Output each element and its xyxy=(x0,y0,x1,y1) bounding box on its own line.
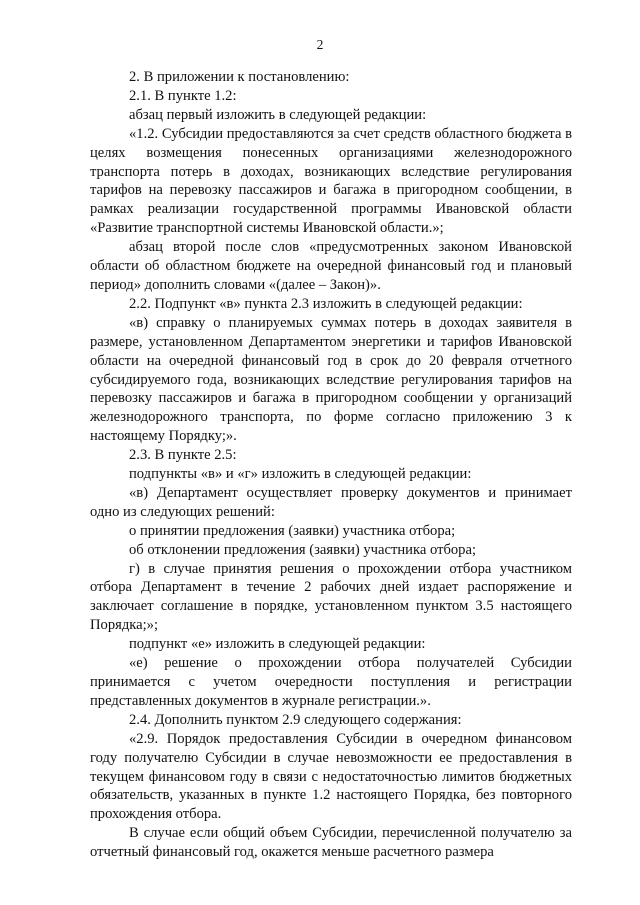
paragraph-item-2-4: 2.4. Дополнить пунктом 2.9 следующего содержания: xyxy=(129,711,462,728)
paragraph-quote-v: «в) справку о планируемых суммах потерь в доходах заявителя в размере, установленном Департаментом энергетики и тарифов Ивановской области на очередной финансовый год в срок до 20 февраля отчетного субсидируемого года, возникающих вследствие регулирования тарифов на перевозку пассажиров и багажа в пригородном сообщении у организаций железнодорожного транспорта, по форме согласно приложению 3 к настоящему Порядку;». xyxy=(90,314,572,445)
paragraph-item-2: 2. В приложении к постановлению: xyxy=(129,69,350,85)
paragraph-decision-reject: об отклонении предложения (заявки) участника отбора; xyxy=(129,541,477,558)
paragraph-quote-g: г) в случае принятия решения о прохождении отбора участником отбора Департамент в течение 2 рабочих дней издает распоряжение и заключает соглашение в порядке, установленном пунктом 3.5 настоящего Порядка;»; xyxy=(90,560,572,634)
paragraph-instruction: подпункты «в» и «г» изложить в следующей редакции: xyxy=(129,466,472,483)
paragraph-item-2-2: 2.2. Подпункт «в» пункта 2.3 изложить в следующей редакции: xyxy=(129,295,523,312)
paragraph-quote-v-2: «в) Департамент осуществляет проверку документов и принимает одно из следующих решений: xyxy=(90,484,572,520)
page-number: 2 xyxy=(316,37,324,52)
paragraph-item-2-3: 2.3. В пункте 2.5: xyxy=(129,447,237,464)
paragraph-continuation: В случае если общий объем Субсидии, перечисленной получателю за отчетный финансовый год, окажется меньше расчетного размера xyxy=(90,825,572,861)
paragraph-quote-2-9: «2.9. Порядок предоставления Субсидии в очередном финансовом году получателю Субсидии в случае невозможности ее предоставления в текущем финансовом году в связи с недостаточностью лимитов бюджетных обязательств, указанных в пункте 1.2 настоящего Порядка, без повторного прохождения отбора. xyxy=(90,730,572,823)
paragraph-item-2-1: 2.1. В пункте 1.2: xyxy=(129,87,237,104)
paragraph-instruction: подпункт «е» изложить в следующей редакции: xyxy=(129,636,426,653)
paragraph-instruction: абзац второй после слов «предусмотренных законом Ивановской области об областном бюджете на очередной финансовый год и плановый период» дополнить словами «(далее – Закон)». xyxy=(90,239,572,293)
paragraph-quote-1-2: «1.2. Субсидии предоставляются за счет средств областного бюджета в целях возмещения понесенных организациями железнодорожного транспорта потерь в доходах, возникающих вследствие регулирования тарифов на перевозку пассажиров и багажа в пригородном сообщении, в рамках реализации государственной программы Ивановской области «Развитие транспортной системы Ивановской области.»; xyxy=(90,125,572,237)
document-body xyxy=(90,68,572,862)
paragraph-quote-e: «е) решение о прохождении отбора получателей Субсидии принимается с учетом очередности поступления и регистрации представленных документов в журнале регистрации.». xyxy=(90,655,572,709)
paragraph-instruction: абзац первый изложить в следующей редакции: xyxy=(129,106,427,123)
paragraph-decision-accept: о принятии предложения (заявки) участника отбора; xyxy=(129,522,456,539)
